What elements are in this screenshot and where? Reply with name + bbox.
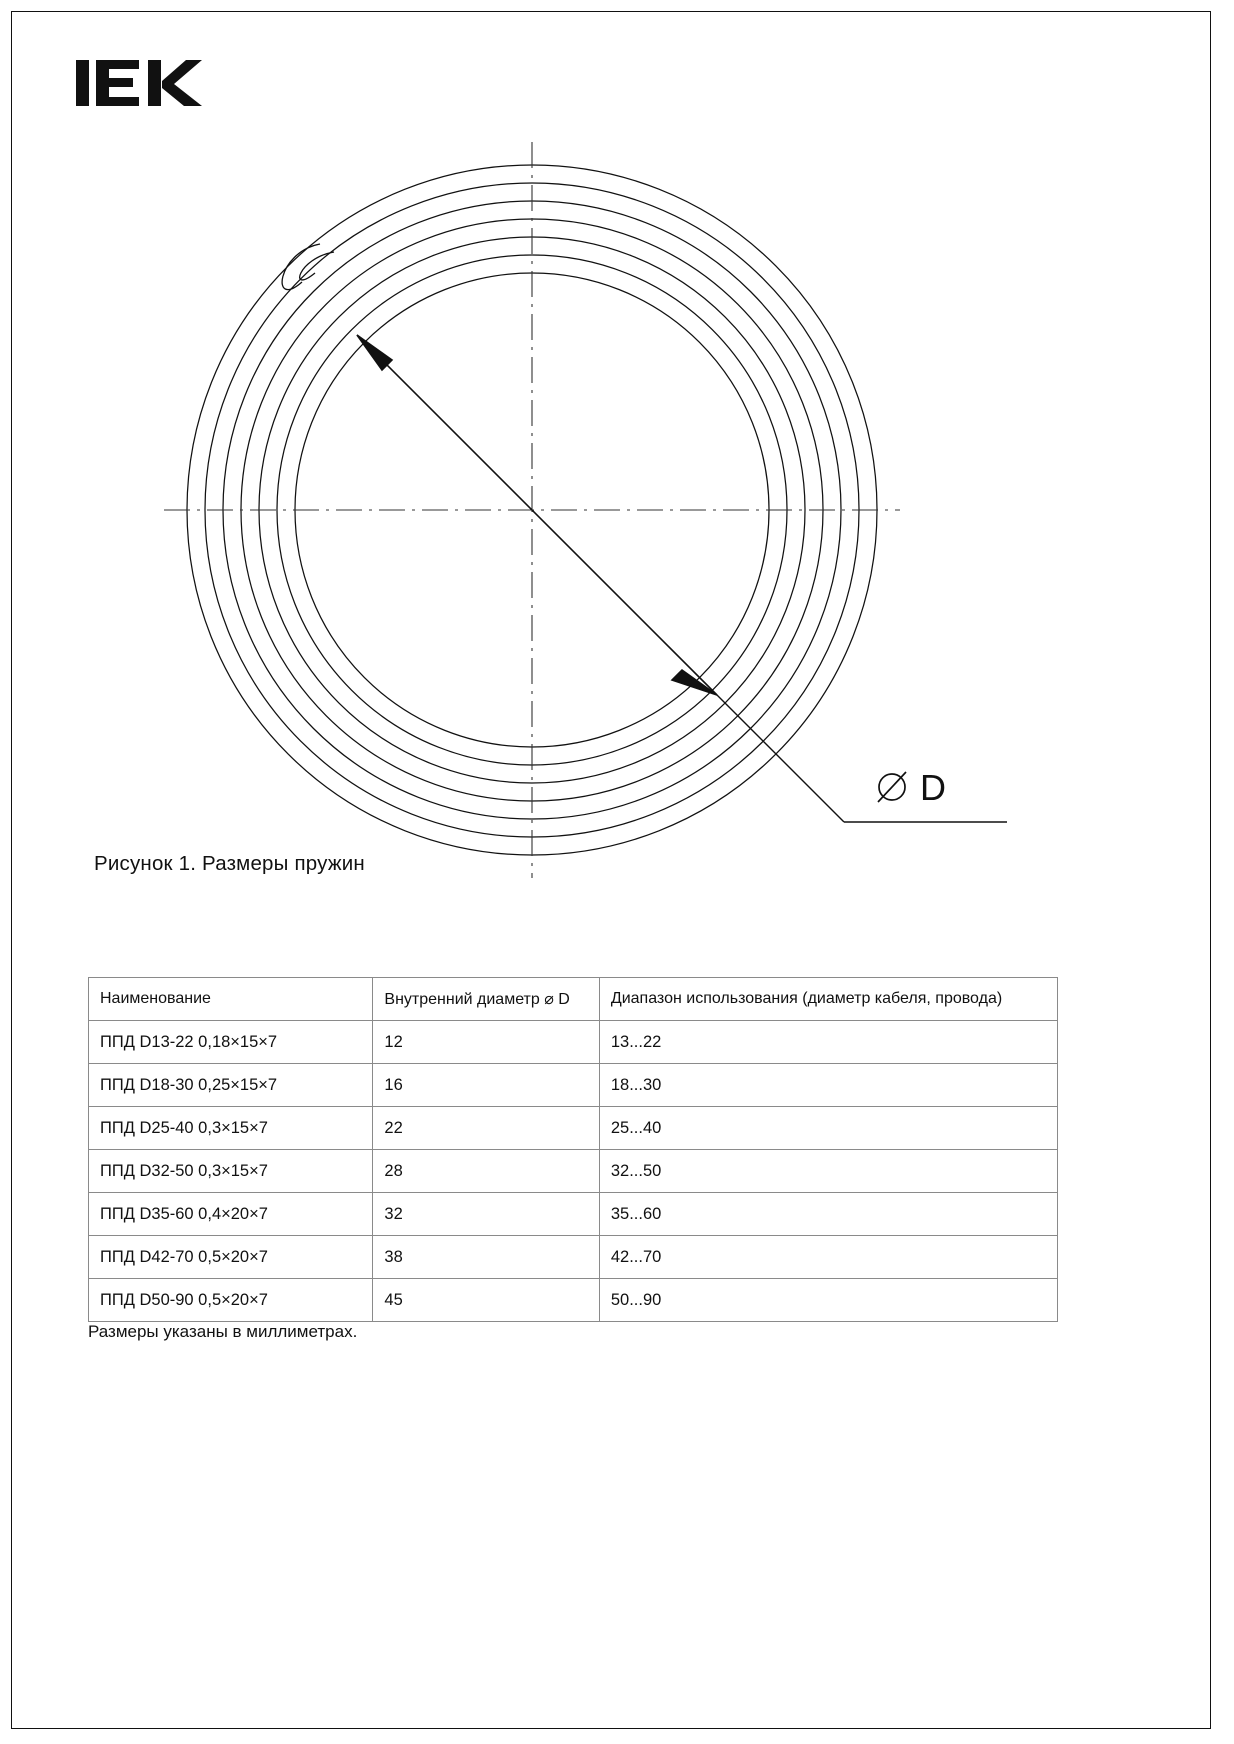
table-row [89,1150,1058,1193]
table-row [89,1279,1058,1322]
cell-inner-diameter: 45 [373,1279,599,1322]
cell-range: 25...40 [599,1107,1057,1150]
cell-name: ППД D42-70 0,5×20×7 [89,1236,373,1279]
cell-range: 32...50 [599,1150,1057,1193]
iek-logo [74,48,204,118]
figure-spring-dimensions [102,132,1122,892]
column-header-inner-diameter: Внутренний диаметр ⌀ D [373,978,599,1021]
column-header-name: Наименование [89,978,373,1021]
document-page [11,11,1211,1729]
cell-range: 18...30 [599,1064,1057,1107]
cell-inner-diameter: 38 [373,1236,599,1279]
cell-inner-diameter: 12 [373,1021,599,1064]
cell-inner-diameter: 28 [373,1150,599,1193]
cell-inner-diameter: 22 [373,1107,599,1150]
figure-caption: Рисунок 1. Размеры пружин [94,852,365,875]
cell-range: 42...70 [599,1236,1057,1279]
svg-text:D: D [920,767,946,808]
cell-name: ППД D32-50 0,3×15×7 [89,1150,373,1193]
cell-name: ППД D18-30 0,25×15×7 [89,1064,373,1107]
table-row [89,1236,1058,1279]
cell-inner-diameter: 32 [373,1193,599,1236]
cell-name: ППД D25-40 0,3×15×7 [89,1107,373,1150]
cell-range: 13...22 [599,1021,1057,1064]
table-note: Размеры указаны в миллиметрах. [88,1322,358,1341]
table-row [89,1064,1058,1107]
table-header-row [89,978,1058,1021]
table-row [89,1107,1058,1150]
table-row [89,1193,1058,1236]
cell-name: ППД D35-60 0,4×20×7 [89,1193,373,1236]
cell-name: ППД D13-22 0,18×15×7 [89,1021,373,1064]
cell-range: 50...90 [599,1279,1057,1322]
cell-inner-diameter: 16 [373,1064,599,1107]
cell-range: 35...60 [599,1193,1057,1236]
cell-name: ППД D50-90 0,5×20×7 [89,1279,373,1322]
table-row [89,1021,1058,1064]
column-header-range: Диапазон использования (диаметр кабеля, провода) [599,978,1057,1021]
spring-dimensions-table [88,977,1058,1322]
